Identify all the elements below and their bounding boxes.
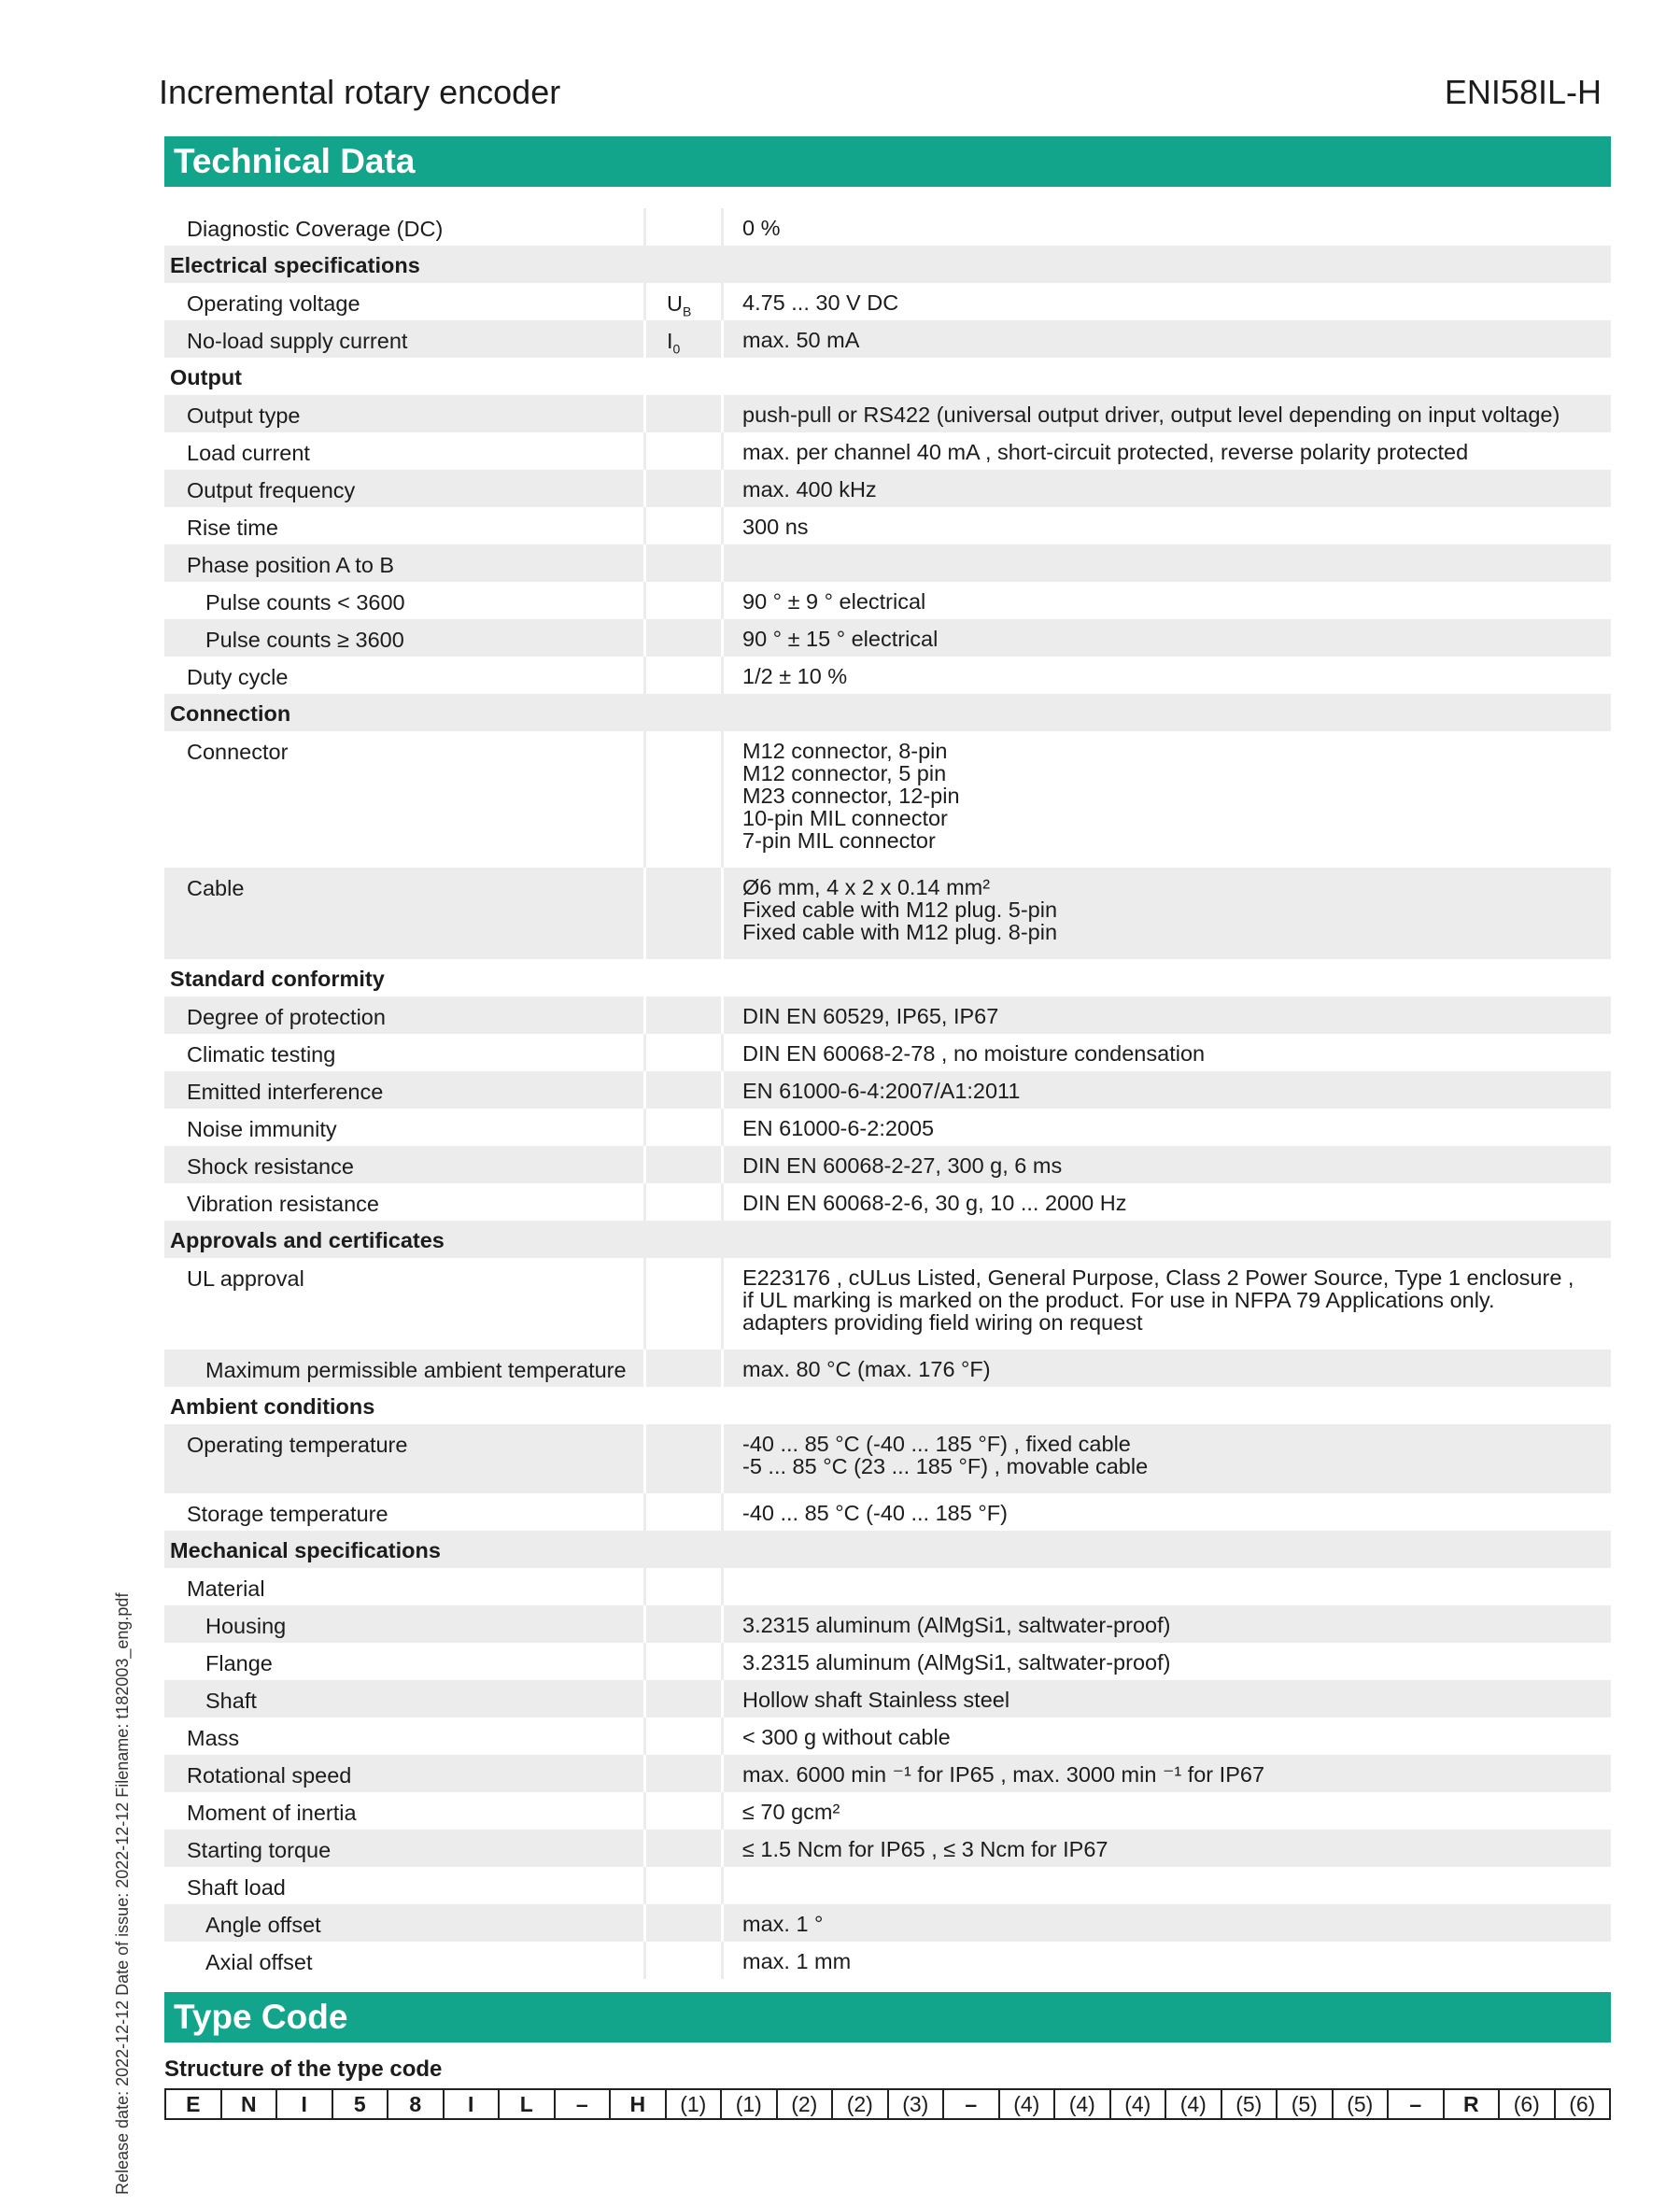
spec-label: Rise time: [187, 516, 278, 540]
type-code-cell: L: [499, 2089, 555, 2119]
type-code-table: [164, 2088, 1611, 2120]
spec-label: Flange: [205, 1651, 273, 1675]
spec-row: [164, 868, 1611, 959]
type-code-cell: (2): [832, 2089, 888, 2119]
type-code-cell: R: [1444, 2089, 1500, 2119]
spec-label: Cable: [187, 876, 245, 900]
spec-row: [164, 1071, 1611, 1109]
spec-value: max. 400 kHz: [742, 477, 877, 502]
spec-row: [164, 1942, 1611, 1979]
spec-value: max. 1 mm: [742, 1949, 852, 1973]
type-code-cell: (6): [1555, 2089, 1611, 2119]
spec-label: Emitted interference: [187, 1080, 384, 1104]
spec-label: Load current: [187, 441, 310, 465]
type-code-cell: (4): [1165, 2089, 1221, 2119]
spec-label: Axial offset: [205, 1950, 313, 1974]
spec-value: EN 61000-6-2:2005: [742, 1116, 935, 1140]
spec-label: Diagnostic Coverage (DC): [187, 217, 444, 241]
spec-label: Connector: [187, 740, 289, 764]
spec-label: Climatic testing: [187, 1042, 336, 1067]
symbol-subscript: 0: [672, 341, 681, 357]
spec-row: [164, 1643, 1611, 1680]
symbol-base: I: [667, 329, 673, 353]
spec-row: [164, 1350, 1611, 1387]
spec-value: -40 ... 85 °C (-40 ... 185 °F): [742, 1501, 1008, 1525]
type-code-row: [165, 2089, 1610, 2119]
spec-label: Vibration resistance: [187, 1192, 379, 1216]
section-header-type-code: Type Code: [164, 1992, 1611, 2042]
spec-label: Operating temperature: [187, 1433, 408, 1457]
spec-row: [164, 1258, 1611, 1350]
type-code-cell: H: [610, 2089, 666, 2119]
spec-value: EN 61000-6-4:2007/A1:2011: [742, 1079, 1021, 1103]
spec-row: [164, 1424, 1611, 1493]
section-row: [164, 1387, 1611, 1424]
type-code-cell: –: [555, 2089, 611, 2119]
spec-label: Starting torque: [187, 1838, 332, 1862]
spec-row: [164, 582, 1611, 619]
spec-label: Storage temperature: [187, 1502, 388, 1526]
spec-symbol: [646, 329, 721, 357]
spec-label: Mass: [187, 1726, 240, 1750]
type-code-cell: (3): [888, 2089, 944, 2119]
spec-value: max. 6000 min ⁻¹ for IP65 , max. 3000 min ⁻¹ for IP67: [742, 1762, 1265, 1787]
spec-row: [164, 544, 1611, 582]
spec-value: max. 80 °C (max. 176 °F): [742, 1357, 991, 1381]
type-code-cell: I: [276, 2089, 332, 2119]
spec-label: Duty cycle: [187, 665, 289, 689]
spec-label: No-load supply current: [187, 329, 408, 353]
type-code-cell: (1): [721, 2089, 777, 2119]
spec-row: [164, 731, 1611, 868]
type-code-cell: (5): [1221, 2089, 1278, 2119]
spec-row: [164, 1717, 1611, 1755]
spec-row: [164, 1109, 1611, 1146]
spec-value: DIN EN 60529, IP65, IP67: [742, 1004, 999, 1028]
type-code-cell: (6): [1499, 2089, 1555, 2119]
spec-label: Phase position A to B: [187, 553, 395, 577]
spec-label: Shaft load: [187, 1875, 286, 1900]
spec-row: [164, 208, 1611, 246]
spec-label: Moment of inertia: [187, 1801, 357, 1825]
spec-value: max. 50 mA: [742, 328, 860, 352]
type-code-cell: –: [943, 2089, 999, 2119]
section-label: Ambient conditions: [164, 1387, 1611, 1424]
spec-row: [164, 1792, 1611, 1830]
spec-row: [164, 1568, 1611, 1605]
technical-data-table: [164, 208, 1611, 1979]
spec-value: 1/2 ± 10 %: [742, 664, 848, 688]
spec-value: < 300 g without cable: [742, 1725, 951, 1749]
spec-value: DIN EN 60068-2-27, 300 g, 6 ms: [742, 1153, 1063, 1178]
spec-value: DIN EN 60068-2-6, 30 g, 10 ... 2000 Hz: [742, 1191, 1127, 1215]
spec-value: DIN EN 60068-2-78 , no moisture condensation: [742, 1041, 1206, 1066]
type-code-cell: I: [444, 2089, 500, 2119]
symbol-subscript: B: [682, 304, 692, 319]
spec-row: [164, 470, 1611, 507]
spec-value: ≤ 70 gcm²: [742, 1800, 840, 1824]
symbol-base: U: [667, 291, 683, 316]
spec-value: M12 connector, 8-pin M12 connector, 5 pin M23 connector, 12-pin 10-pin MIL connector 7-pin MIL connector: [742, 739, 960, 853]
spec-label: Pulse counts < 3600: [205, 590, 405, 615]
spec-symbol: [646, 291, 721, 319]
spec-value: Hollow shaft Stainless steel: [742, 1688, 1010, 1712]
spec-label: Rotational speed: [187, 1763, 352, 1788]
spec-row: [164, 432, 1611, 470]
release-info: Release date: 2022-12-12 Date of issue: 2022-12-12 Filename: t182003_eng.pdf: [113, 1592, 132, 2195]
spec-row: [164, 1034, 1611, 1071]
section-header-technical-data: Technical Data: [164, 136, 1611, 187]
spec-row: [164, 320, 1611, 358]
spec-row: [164, 1493, 1611, 1531]
section-label: Approvals and certificates: [164, 1221, 1611, 1258]
section-row: [164, 246, 1611, 283]
spec-row: [164, 996, 1611, 1034]
spec-row: [164, 1183, 1611, 1221]
spec-value: 4.75 ... 30 V DC: [742, 290, 899, 315]
type-code-cell: (5): [1277, 2089, 1333, 2119]
section-label: Connection: [164, 694, 1611, 731]
spec-row: [164, 1830, 1611, 1867]
section-row: [164, 959, 1611, 996]
type-code-cell: N: [221, 2089, 277, 2119]
type-code-cell: (2): [777, 2089, 833, 2119]
spec-row: [164, 1867, 1611, 1904]
spec-row: [164, 619, 1611, 657]
type-code-cell: (4): [999, 2089, 1055, 2119]
type-code-cell: (4): [1110, 2089, 1166, 2119]
spec-label: Pulse counts ≥ 3600: [205, 628, 404, 652]
section-row: [164, 694, 1611, 731]
section-row: [164, 1221, 1611, 1258]
spec-row: [164, 657, 1611, 694]
section-row: [164, 1531, 1611, 1568]
type-code-title: Structure of the type code: [164, 2057, 443, 2082]
spec-row: [164, 1904, 1611, 1942]
spec-label: Shaft: [205, 1689, 257, 1713]
section-label: Standard conformity: [164, 959, 1611, 996]
spec-label: Material: [187, 1576, 265, 1601]
spec-row: [164, 283, 1611, 320]
type-code-cell: E: [165, 2089, 221, 2119]
spec-value: -40 ... 85 °C (-40 ... 185 °F) , fixed cable -5 ... 85 °C (23 ... 185 °F) , movable cable: [742, 1432, 1149, 1478]
spec-label: Noise immunity: [187, 1117, 337, 1141]
spec-value: push-pull or RS422 (universal output driver, output level depending on input voltage): [742, 403, 1560, 427]
spec-label: Housing: [205, 1614, 287, 1638]
spec-value: E223176 , cULus Listed, General Purpose, Class 2 Power Source, Type 1 enclosure , if UL marking is marked on the product. For use in NFPA 79 Applications only. adapters providing field wiring on request: [742, 1265, 1574, 1335]
spec-value: max. per channel 40 mA , short-circuit protected, reverse polarity protected: [742, 440, 1469, 464]
spec-row: [164, 395, 1611, 432]
type-code-cell: –: [1388, 2089, 1444, 2119]
type-code-cell: (5): [1333, 2089, 1389, 2119]
spec-value: 0 %: [742, 216, 781, 240]
spec-label: UL approval: [187, 1266, 304, 1291]
spec-row: [164, 1680, 1611, 1717]
type-code-cell: (4): [1054, 2089, 1110, 2119]
section-row: [164, 358, 1611, 395]
spec-value: max. 1 °: [742, 1912, 824, 1936]
model-number: ENI58IL-H: [1444, 73, 1602, 111]
type-code-cell: 8: [388, 2089, 444, 2119]
spec-label: Angle offset: [205, 1913, 321, 1937]
spec-value: ≤ 1.5 Ncm for IP65 , ≤ 3 Ncm for IP67: [742, 1837, 1108, 1861]
spec-label: Operating voltage: [187, 291, 360, 316]
spec-label: Output frequency: [187, 478, 356, 502]
spec-value: 300 ns: [742, 515, 809, 539]
section-label: Output: [164, 358, 1611, 395]
spec-value: 90 ° ± 9 ° electrical: [742, 589, 926, 614]
spec-label: Degree of protection: [187, 1005, 386, 1029]
spec-value: 3.2315 aluminum (AlMgSi1, saltwater-proof): [742, 1650, 1171, 1675]
spec-label: Maximum permissible ambient temperature: [205, 1358, 627, 1382]
spec-value: Ø6 mm, 4 x 2 x 0.14 mm² Fixed cable with M12 plug. 5-pin Fixed cable with M12 plug. 8-pin: [742, 875, 1058, 944]
section-label: Mechanical specifications: [164, 1531, 1611, 1568]
spec-row: [164, 1755, 1611, 1792]
spec-value: 3.2315 aluminum (AlMgSi1, saltwater-proof): [742, 1613, 1171, 1637]
section-label: Electrical specifications: [164, 246, 1611, 283]
spec-row: [164, 1605, 1611, 1643]
type-code-cell: (1): [666, 2089, 722, 2119]
spec-row: [164, 1146, 1611, 1183]
spec-label: Output type: [187, 403, 301, 428]
spec-row: [164, 507, 1611, 544]
spec-label: Shock resistance: [187, 1154, 354, 1179]
spec-value: 90 ° ± 15 ° electrical: [742, 627, 939, 651]
type-code-cell: 5: [332, 2089, 388, 2119]
document-title: Incremental rotary encoder: [159, 73, 561, 111]
